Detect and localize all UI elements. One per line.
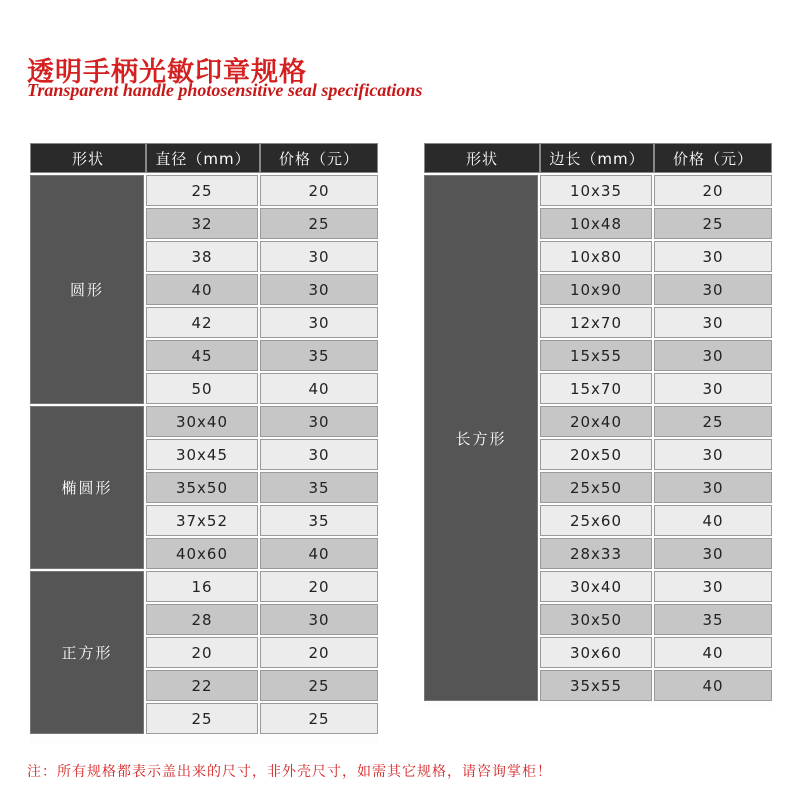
- right-price-cell: 30: [654, 307, 772, 338]
- right-price-cell: 40: [654, 505, 772, 536]
- left-price-cell: 20: [260, 571, 378, 602]
- right-header-size: 边长（mm）: [540, 143, 654, 173]
- right-size-cell: 15x55: [540, 340, 652, 371]
- right-size-cell: 10x90: [540, 274, 652, 305]
- left-price-cell: 35: [260, 340, 378, 371]
- right-header-shape: 形状: [424, 143, 540, 173]
- left-size-cell: 20: [146, 637, 258, 668]
- right-price-cell: 30: [654, 571, 772, 602]
- footnote: 注：所有规格都表示盖出来的尺寸，非外壳尺寸，如需其它规格，请咨询掌柜！: [27, 764, 552, 780]
- right-price-cell: 25: [654, 406, 772, 437]
- left-size-cell: 28: [146, 604, 258, 635]
- left-size-cell: 25: [146, 175, 258, 206]
- right-size-cell: 10x35: [540, 175, 652, 206]
- right-size-cell: 30x50: [540, 604, 652, 635]
- left-price-cell: 20: [260, 175, 378, 206]
- right-group-label: 长方形: [424, 175, 538, 701]
- right-size-cell: 35x55: [540, 670, 652, 701]
- left-size-cell: 45: [146, 340, 258, 371]
- left-price-cell: 30: [260, 406, 378, 437]
- left-size-cell: 35x50: [146, 472, 258, 503]
- left-header-size: 直径（mm）: [146, 143, 260, 173]
- left-size-cell: 37x52: [146, 505, 258, 536]
- right-price-cell: 35: [654, 604, 772, 635]
- left-group-label: 圆形: [30, 175, 144, 404]
- right-size-cell: 30x40: [540, 571, 652, 602]
- left-size-cell: 40x60: [146, 538, 258, 569]
- right-size-cell: 25x60: [540, 505, 652, 536]
- left-price-cell: 30: [260, 439, 378, 470]
- right-price-cell: 30: [654, 538, 772, 569]
- left-size-cell: 40: [146, 274, 258, 305]
- left-price-cell: 25: [260, 703, 378, 734]
- left-price-cell: 30: [260, 604, 378, 635]
- left-size-cell: 30x40: [146, 406, 258, 437]
- left-price-cell: 35: [260, 472, 378, 503]
- right-size-cell: 12x70: [540, 307, 652, 338]
- left-header-price: 价格（元）: [260, 143, 378, 173]
- right-price-cell: 30: [654, 340, 772, 371]
- left-header-shape: 形状: [30, 143, 146, 173]
- right-size-cell: 28x33: [540, 538, 652, 569]
- left-spec-table: [30, 143, 378, 743]
- left-group-label: 椭圆形: [30, 406, 144, 569]
- right-size-cell: 20x40: [540, 406, 652, 437]
- right-price-cell: 40: [654, 670, 772, 701]
- right-price-cell: 25: [654, 208, 772, 239]
- left-price-cell: 20: [260, 637, 378, 668]
- left-price-cell: 40: [260, 373, 378, 404]
- right-size-cell: 10x48: [540, 208, 652, 239]
- left-size-cell: 38: [146, 241, 258, 272]
- left-size-cell: 22: [146, 670, 258, 701]
- left-price-cell: 25: [260, 208, 378, 239]
- right-size-cell: 30x60: [540, 637, 652, 668]
- right-size-cell: 10x80: [540, 241, 652, 272]
- right-price-cell: 30: [654, 373, 772, 404]
- right-price-cell: 20: [654, 175, 772, 206]
- left-price-cell: 25: [260, 670, 378, 701]
- left-size-cell: 16: [146, 571, 258, 602]
- page-subtitle: Transparent handle photosensitive seal specifications: [27, 80, 423, 100]
- left-size-cell: 30x45: [146, 439, 258, 470]
- left-price-cell: 30: [260, 307, 378, 338]
- left-size-cell: 32: [146, 208, 258, 239]
- right-size-cell: 25x50: [540, 472, 652, 503]
- left-size-cell: 25: [146, 703, 258, 734]
- left-price-cell: 30: [260, 241, 378, 272]
- right-header-price: 价格（元）: [654, 143, 772, 173]
- right-spec-table: [424, 143, 772, 707]
- left-group-label: 正方形: [30, 571, 144, 734]
- right-price-cell: 30: [654, 439, 772, 470]
- page-title: 透明手柄光敏印章规格: [27, 57, 307, 88]
- right-price-cell: 40: [654, 637, 772, 668]
- right-price-cell: 30: [654, 241, 772, 272]
- left-price-cell: 40: [260, 538, 378, 569]
- right-price-cell: 30: [654, 274, 772, 305]
- left-size-cell: 50: [146, 373, 258, 404]
- left-size-cell: 42: [146, 307, 258, 338]
- right-size-cell: 20x50: [540, 439, 652, 470]
- right-price-cell: 30: [654, 472, 772, 503]
- right-size-cell: 15x70: [540, 373, 652, 404]
- left-price-cell: 30: [260, 274, 378, 305]
- left-price-cell: 35: [260, 505, 378, 536]
